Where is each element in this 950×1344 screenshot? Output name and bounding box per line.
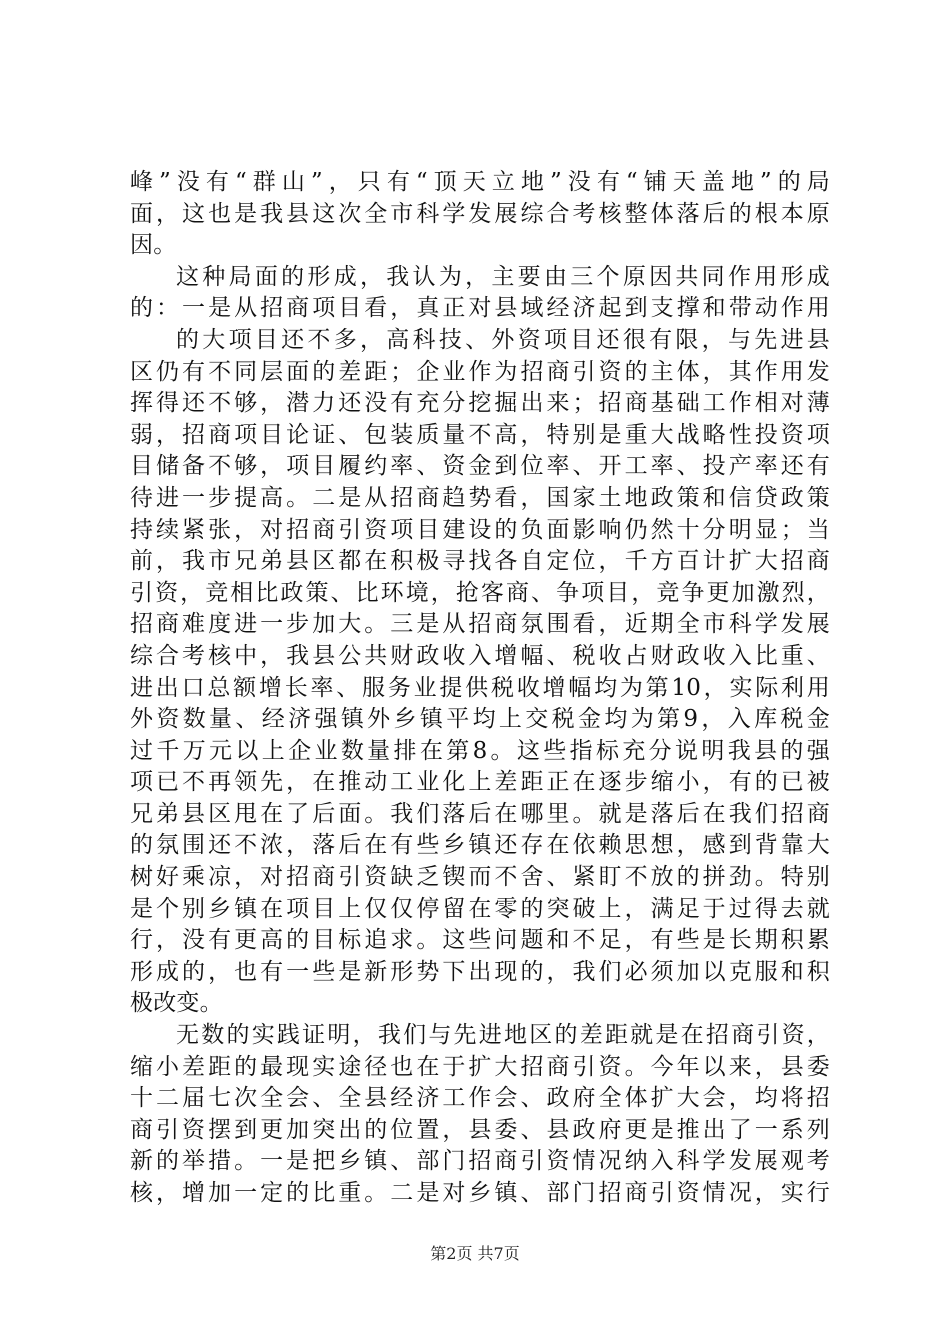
text-line: 行，没有更高的目标追求。这些问题和不足，有些是长期积累 bbox=[130, 927, 830, 954]
text-line: 过千万元以上企业数量排在第8。这些指标充分说明我县的强 bbox=[130, 737, 830, 764]
text-line: 面，这也是我县这次全市科学发展综合考核整体落后的根本原 bbox=[130, 200, 830, 227]
text-line: 引资，竞相比政策、比环境，抢客商、争项目，竞争更加激烈， bbox=[130, 579, 830, 606]
text-line: 无数的实践证明，我们与先进地区的差距就是在招商引资， bbox=[176, 1022, 830, 1049]
text-line: 极改变。 bbox=[130, 990, 223, 1017]
text-line: 进出口总额增长率、服务业提供税收增幅均为第10，实际利用 bbox=[130, 674, 830, 701]
text-line: 招商难度进一步加大。三是从招商氛围看，近期全市科学发展 bbox=[130, 611, 830, 638]
text-line: 的大项目还不多，高科技、外资项目还很有限，与先进县 bbox=[176, 326, 830, 353]
text-line: 缩小差距的最现实途径也在于扩大招商引资。今年以来，县委 bbox=[130, 1053, 830, 1080]
text-line: 新的举措。一是把乡镇、部门招商引资情况纳入科学发展观考 bbox=[130, 1148, 830, 1175]
text-line: 峰”没有“群山”，只有“顶天立地”没有“铺天盖地”的局 bbox=[130, 169, 830, 195]
text-line: 的氛围还不浓，落后在有些乡镇还存在依赖思想，感到背靠大 bbox=[130, 832, 830, 859]
text-line: 因。 bbox=[130, 232, 177, 259]
text-line: 持续紧张，对招商引资项目建设的负面影响仍然十分明显；当 bbox=[130, 516, 830, 543]
body-text bbox=[130, 167, 830, 1210]
text-line: 是个别乡镇在项目上仅仅停留在零的突破上，满足于过得去就 bbox=[130, 895, 830, 922]
text-line: 这种局面的形成，我认为，主要由三个原因共同作用形成 bbox=[176, 263, 830, 290]
text-line: 综合考核中，我县公共财政收入增幅、税收占财政收入比重、 bbox=[130, 642, 830, 669]
text-line: 项已不再领先，在推动工业化上差距正在逐步缩小，有的已被 bbox=[130, 769, 830, 796]
text-line: 弱，招商项目论证、包装质量不高，特别是重大战略性投资项 bbox=[130, 421, 830, 448]
text-line: 区仍有不同层面的差距；企业作为招商引资的主体，其作用发 bbox=[130, 358, 830, 385]
page-number-footer: 第2页 共7页 bbox=[430, 1244, 520, 1263]
text-line: 前，我市兄弟县区都在积极寻找各自定位，千方百计扩大招商 bbox=[130, 548, 830, 575]
text-line: 十二届七次全会、全县经济工作会、政府全体扩大会，均将招 bbox=[130, 1085, 830, 1112]
text-line: 核，增加一定的比重。二是对乡镇、部门招商引资情况，实行 bbox=[130, 1180, 830, 1206]
text-line: 待进一步提高。二是从招商趋势看，国家土地政策和信贷政策 bbox=[130, 484, 830, 511]
text-line: 树好乘凉，对招商引资缺乏锲而不舍、紧盯不放的拼劲。特别 bbox=[130, 864, 830, 891]
text-line: 形成的，也有一些是新形势下出现的，我们必须加以克服和积 bbox=[130, 958, 830, 985]
text-line: 商引资摆到更加突出的位置，县委、县政府更是推出了一系列 bbox=[130, 1116, 830, 1143]
text-line: 兄弟县区甩在了后面。我们落后在哪里。就是落后在我们招商 bbox=[130, 800, 830, 827]
text-line: 目储备不够，项目履约率、资金到位率、开工率、投产率还有 bbox=[130, 453, 830, 480]
text-line: 外资数量、经济强镇外乡镇平均上交税金均为第9，入库税金 bbox=[130, 706, 830, 733]
text-line: 的：一是从招商项目看，真正对县域经济起到支撑和带动作用 bbox=[130, 295, 830, 322]
text-line: 挥得还不够，潜力还没有充分挖掘出来；招商基础工作相对薄 bbox=[130, 390, 830, 417]
